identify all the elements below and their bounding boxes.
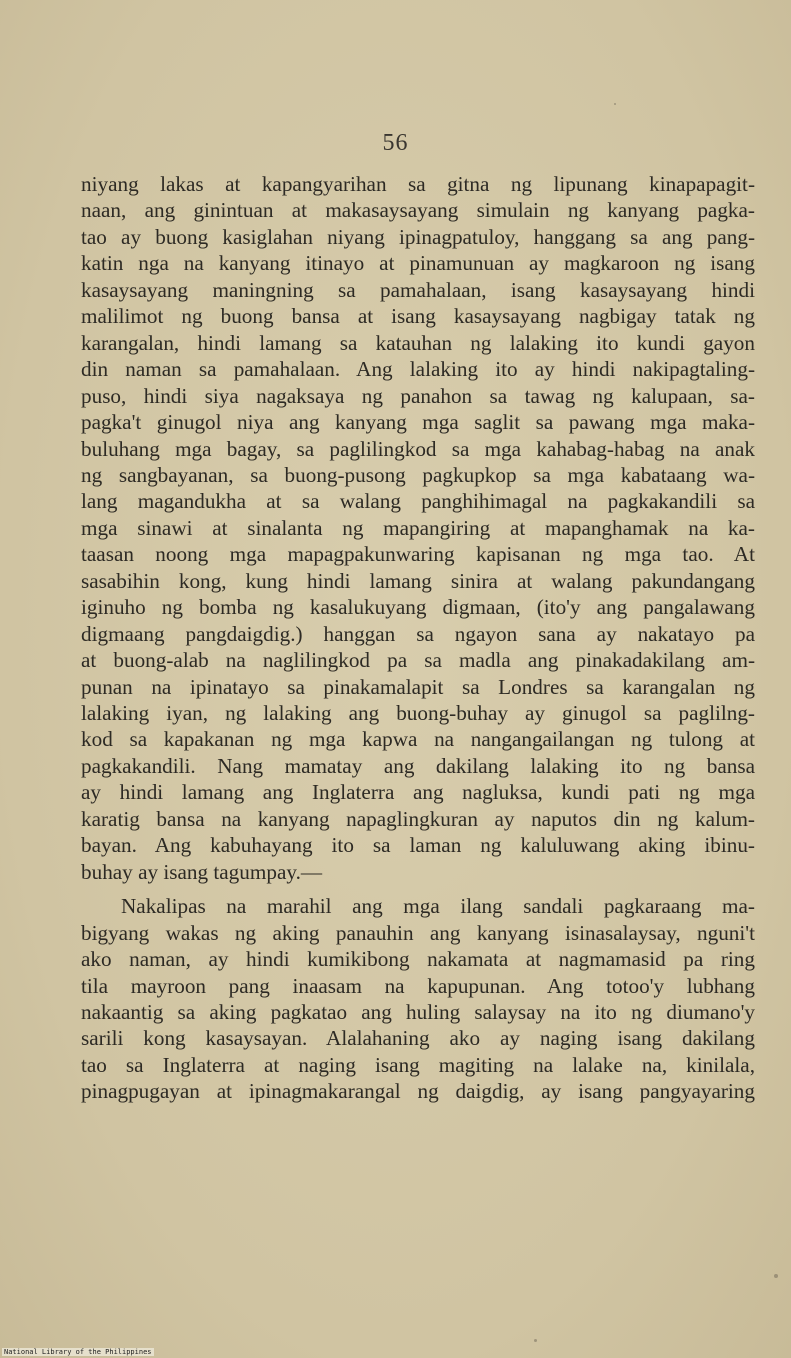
text-line: digmaang pangdaigdig.) hanggan sa ngayon sana ay nakatayo pa [81,622,755,646]
text-line: ng sangbayanan, sa buong-pusong pagkupkop sa mga kabataang wa- [81,463,755,487]
text-line: lalaking iyan, ng lalaking ang buong-buhay ay ginugol sa paglilng- [81,701,755,725]
text-line: kod sa kapakanan ng mga kapwa na nangangailangan ng tulong at [81,727,755,751]
text-line: bayan. Ang kabuhayang ito sa laman ng kaluluwang aking ibinu- [81,833,755,857]
text-line: lang magandukha at sa walang panghihimagal na pagkakandili sa [81,489,755,513]
text-line: puso, hindi siya nagaksaya ng panahon sa tawag ng kalupaan, sa- [81,384,755,408]
paper-speck [534,1339,537,1342]
text-line: malilimot ng buong bansa at isang kasaysayang nagbigay tatak ng [81,304,755,328]
text-line: pagkakandili. Nang mamatay ang dakilang lalaking ito ng bansa [81,754,755,778]
text-line: tila mayroon pang inaasam na kapupunan. Ang totoo'y lubhang [81,974,755,998]
text-line: iginuho ng bomba ng kasalukuyang digmaan, (ito'y ang pangalawang [81,595,755,619]
text-line: bigyang wakas ng aking panauhin ang kanyang isinasalaysay, nguni't [81,921,755,945]
page-number: 56 [382,130,409,156]
text-line: sarili kong kasaysayan. Alalahaning ako ay naging isang dakilang [81,1026,755,1050]
text-line: niyang lakas at kapangyarihan sa gitna ng lipunang kinapapagit- [81,172,755,196]
library-footer: National Library of the Philippines [4,1348,152,1356]
text-line: katin nga na kanyang itinayo at pinamunuan ay magkaroon ng isang [81,251,755,275]
text-line: at buong-alab na naglilingkod pa sa madla ang pinakadakilang am- [81,648,755,672]
text-line: buluhang mga bagay, sa paglilingkod sa mga kahabag-habag na anak [81,437,755,461]
text-line: punan na ipinatayo sa pinakamalapit sa Londres sa karangalan ng [81,675,755,699]
text-line: taasan noong mga mapagpakunwaring kapisanan ng mga tao. At [81,542,755,566]
text-line: karangalan, hindi lamang sa katauhan ng lalaking ito kundi gayon [81,331,755,355]
text-line: tao sa Inglaterra at naging isang magiting na lalake na, kinilala, [81,1053,755,1077]
text-line: ako naman, ay hindi kumikibong nakamata at nagmamasid pa ring [81,947,755,971]
text-line: pagka't ginugol niya ang kanyang mga saglit sa pawang mga maka- [81,410,755,434]
text-line: naan, ang ginintuan at makasaysayang simulain ng kanyang pagka- [81,198,755,222]
text-line: pinagpugayan at ipinagmakarangal ng daigdig, ay isang pangyayaring [81,1079,755,1103]
text-line: din naman sa pamahalaan. Ang lalaking ito ay hindi nakipagtaling- [81,357,755,381]
text-line: buhay ay isang tagumpay.— [81,860,323,884]
text-line: karatig bansa na kanyang napaglingkuran ay naputos din ng kalum- [81,807,755,831]
paper-speck [614,103,616,105]
text-line: kasaysayang maningning sa pamahalaan, isang kasaysayang hindi [81,278,755,302]
text-line: sasabihin kong, kung hindi lamang sinira at walang pakundangang [81,569,755,593]
text-line: Nakalipas na marahil ang mga ilang sandali pagkaraang ma- [121,894,755,918]
text-line: nakaantig sa aking pagkatao ang huling salaysay na ito ng diumano'y [81,1000,755,1024]
text-line: ay hindi lamang ang Inglaterra ang nagluksa, kundi pati ng mga [81,780,755,804]
text-line: mga sinawi at sinalanta ng mapangiring at mapanghamak na ka- [81,516,755,540]
paper-speck [774,1274,778,1278]
text-line: tao ay buong kasiglahan niyang ipinagpatuloy, hanggang sa ang pang- [81,225,755,249]
